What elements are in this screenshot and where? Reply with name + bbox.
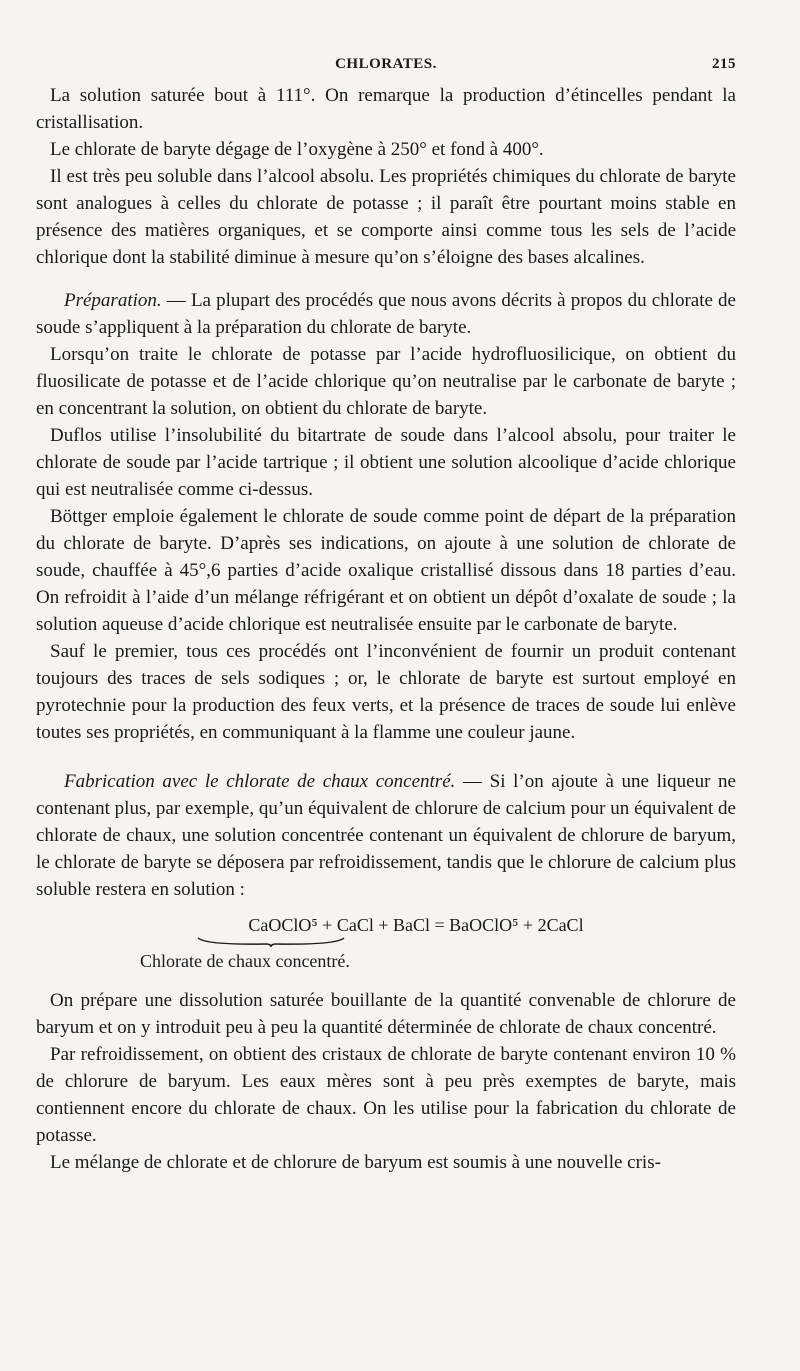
paragraph: Sauf le premier, tous ces procédés ont l’inconvénient de fournir un produit contenant toujours des traces de sels sodiques ; or, le chlorate de baryte est surtout employé en pyrotechnie pour la production des feux verts, et la présence de traces de soude lui enlève toutes ses propriétés, en communiquant à la flamme une couleur jaune.: [36, 641, 736, 743]
preparation-section-lead: [36, 287, 736, 341]
paragraph: On prépare une dissolution saturée bouillante de la quantité convenable de chlorure de baryum et on y introduit peu à peu la quantité déterminée de chlorate de chaux concentré.: [36, 990, 736, 1038]
paragraph: Le mélange de chlorate et de chlorure de baryum est soumis à une nouvelle cris-: [50, 1152, 661, 1173]
section-lead-text: La plupart des procédés que nous avons décrits à propos du chlorate de soude s’appliquent à la préparation du chlorate de baryte.: [36, 290, 736, 338]
running-header: [36, 52, 736, 82]
heading-dash: —: [455, 771, 490, 792]
section-heading-preparation: Préparation.: [64, 290, 162, 311]
equation-block: [36, 913, 736, 973]
underbrace: [36, 937, 736, 949]
paragraph: Le chlorate de baryte dégage de l’oxygène à 250° et fond à 400°.: [50, 139, 544, 160]
paragraph: Duflos utilise l’insolubilité du bitartrate de soude dans l’alcool absolu, pour traiter le chlorate de soude par l’acide tartrique ; il obtient une solution alcoolique d’acide chlorique qui est neutralisée comme ci-dessus.: [36, 425, 736, 500]
fabrication-section-lead: [36, 768, 736, 903]
paragraph: Par refroidissement, on obtient des cristaux de chlorate de baryte contenant environ 10 % de chlorure de baryum. Les eaux mères sont à peu près exemptes de baryte, mais contiennent encore du chlorate de chaux. On les utilise pour la fabrication du chlorate de potasse.: [36, 1044, 736, 1146]
page-body: [36, 82, 736, 1176]
underbrace-icon: [196, 937, 346, 947]
paragraph: Böttger emploie également le chlorate de soude comme point de départ de la préparation du chlorate de baryte. D’après ses indications, on ajoute à une solution de chlorate de soude, chauffée à 45°,6 parties d’acide oxalique cristallisé dissous dans 18 parties d’eau. On refroidit à l’aide d’un mélange réfrigérant et on obtient un dépôt d’oxalate de soude ; la solution aqueuse d’acide chlorique est neutralisée ensuite par le carbonate de baryte.: [36, 506, 736, 635]
equation-note: Chlorate de chaux concentré.: [140, 951, 350, 971]
running-title: CHLORATES.: [335, 56, 437, 72]
section-heading-fabrication: Fabrication avec le chlorate de chaux concentré.: [64, 771, 456, 792]
page-number: 215: [712, 56, 736, 72]
section-lead-text: Si l’on ajoute à une liqueur ne contenant plus, par exemple, qu’un équivalent de chlorure de calcium pour un équivalent de chlorate de chaux, une solution concentrée contenant un équivalent de chlorure de baryum, le chlorate de baryte se déposera par refroidissement, tandis que le chlorure de calcium plus soluble restera en solution :: [36, 771, 736, 900]
paragraph: La solution saturée bout à 111°. On remarque la production d’étincelles pendant la cristallisation.: [36, 85, 736, 133]
heading-dash: —: [161, 290, 191, 311]
paragraph: Lorsqu’on traite le chlorate de potasse par l’acide hydrofluosilicique, on obtient du fluosilicate de potasse et de l’acide chlorique qu’on neutralise par le carbonate de baryte ; en concentrant la solution, on obtient du chlorate de baryte.: [36, 344, 736, 419]
chemical-equation: CaOClO⁵ + CaCl + BaCl = BaOClO⁵ + 2CaCl: [248, 915, 584, 935]
paragraph: Il est très peu soluble dans l’alcool absolu. Les propriétés chimiques du chlorate de baryte sont analogues à celles du chlorate de potasse ; il paraît être pourtant moins stable en présence des matières organiques, et se comporte ainsi comme tous les sels de l’acide chlorique dont la stabilité diminue à mesure qu’on s’éloigne des bases alcalines.: [36, 166, 736, 268]
